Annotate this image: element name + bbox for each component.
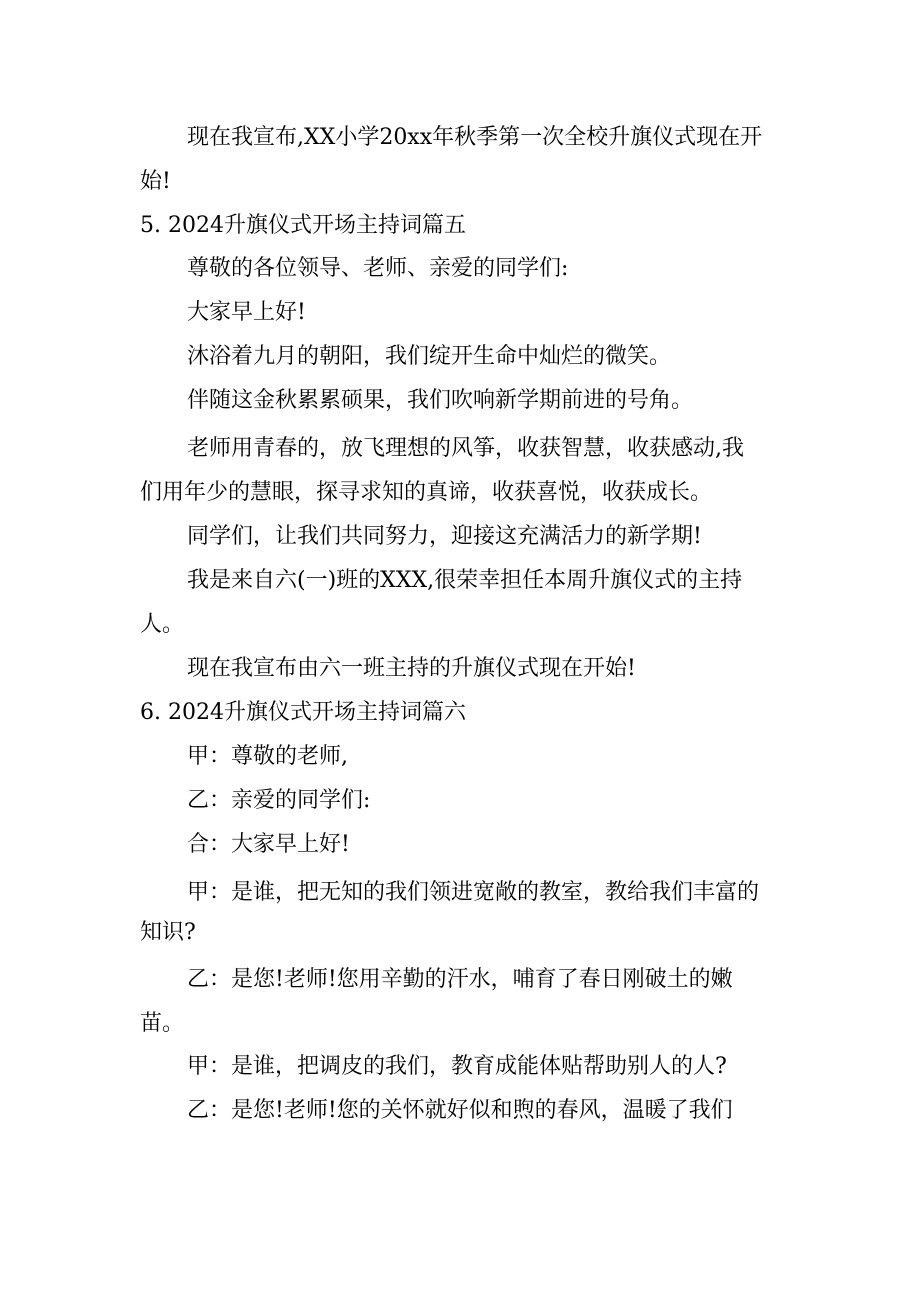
paragraph-line: 甲：是谁，把调皮的我们，教育成能体贴帮助别人的人? [187,1054,727,1079]
paragraph-line: 尊敬的各位领导、老师、亲爱的同学们: [187,256,569,281]
paragraph-line: 大家早上好! [187,300,306,325]
paragraph-line: 苗。 [140,1011,185,1036]
paragraph-line: 我是来自六(一)班的XXX,很荣幸担任本周升旗仪式的主持 [187,568,743,593]
paragraph-line: 老师用青春的，放飞理想的风筝，收获智慧，收获感动,我 [187,436,744,461]
paragraph-line: 们用年少的慧眼，探寻求知的真谛，收获喜悦，收获成长。 [140,480,713,505]
paragraph-line: 始! [140,169,171,194]
paragraph-line: 现在我宣布由六一班主持的升旗仪式现在开始! [187,656,636,681]
paragraph-line: 沐浴着九月的朝阳，我们绽开生命中灿烂的微笑。 [187,344,672,369]
paragraph-line: 伴随这金秋累累硕果，我们吹响新学期前进的号角。 [187,388,694,413]
paragraph-line: 乙：是您!老师!您用辛勤的汗水，哺育了春日刚破土的嫩 [187,967,733,992]
paragraph-line: 甲：尊敬的老师, [187,744,348,769]
paragraph-line: 乙：是您!老师!您的关怀就好似和煦的春风，温暖了我们 [187,1098,733,1123]
paragraph-line: 甲：是谁，把无知的我们领进宽敞的教室，教给我们丰富的 [187,880,760,905]
paragraph-line: 合：大家早上好! [187,832,350,857]
paragraph-line: 同学们，让我们共同努力，迎接这充满活力的新学期! [187,524,702,549]
paragraph-line: 现在我宣布,XX小学20xx年秋季第一次全校升旗仪式现在开 [187,125,763,150]
section-heading: 6. 2024升旗仪式开场主持词篇六 [140,700,466,725]
paragraph-line: 知识? [140,920,196,945]
paragraph-line: 人。 [140,612,185,637]
section-heading: 5. 2024升旗仪式开场主持词篇五 [140,213,466,238]
paragraph-line: 乙：亲爱的同学们: [187,788,371,813]
